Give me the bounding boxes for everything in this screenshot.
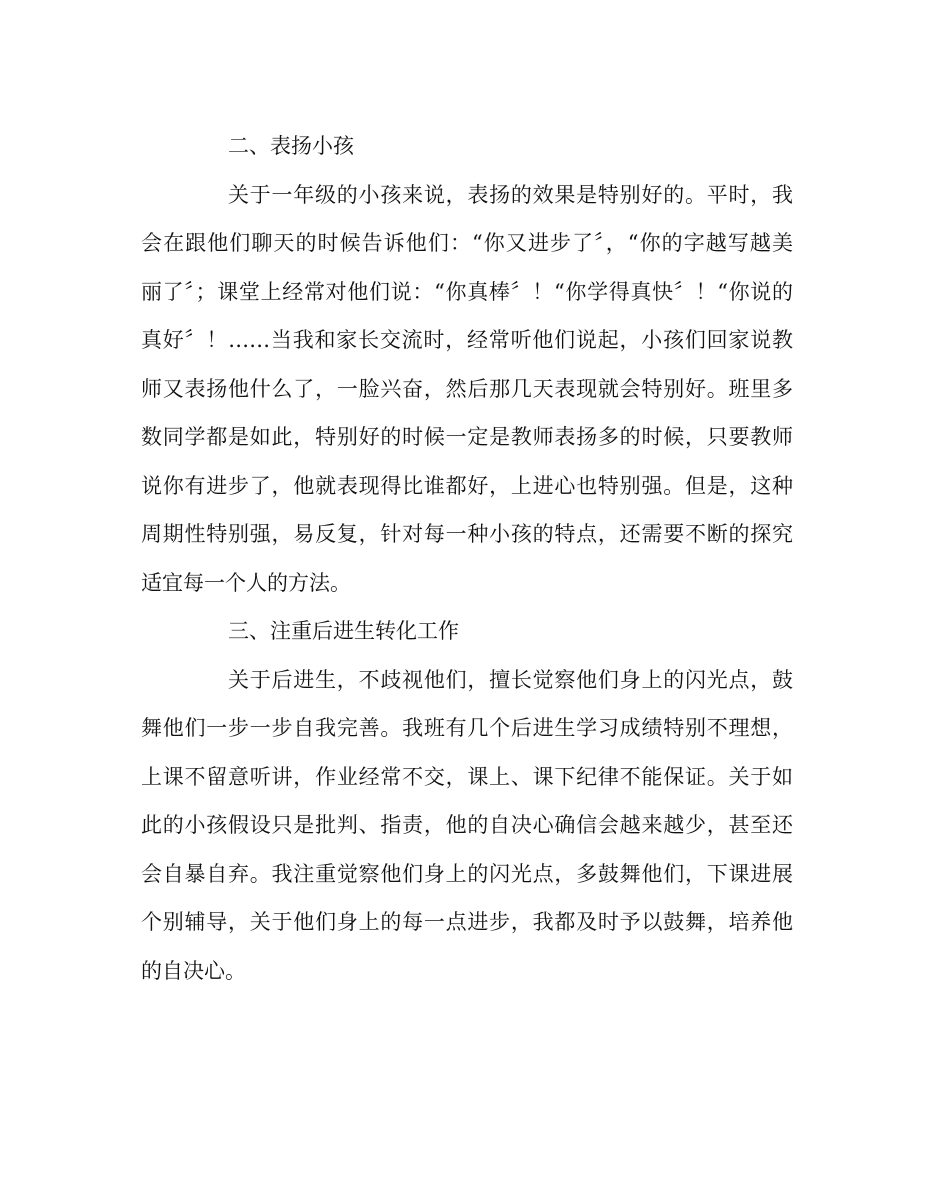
paragraph-line: 师又表扬他什么了，一脸兴奋，然后那几天表现就会特别好。班里多 [141,377,793,401]
paragraph-line: 关于后进生，不歧视他们，擅长觉察他们身上的闪光点，鼓 [228,668,793,692]
paragraph-line: 周期性特别强，易反复，针对每一种小孩的特点，还需要不断的探究 [141,522,793,546]
paragraph-line: 此的小孩假设只是批判、指责，他的自决心确信会越来越少，甚至还 [141,813,793,837]
paragraph-line: 说你有进步了，他就表现得比谁都好，上进心也特别强。但是，这种 [141,474,793,498]
paragraph-line: 个别辅导，关于他们身上的每一点进步，我都及时予以鼓舞，培养他 [141,910,793,934]
paragraph-line: 适宜每一个人的方法。 [141,571,351,595]
paragraph-line: 真好〞！……当我和家长交流时，经常听他们说起，小孩们回家说教 [141,328,793,352]
paragraph-line: 会自暴自弃。我注重觉察他们身上的闪光点，多鼓舞他们，下课进展 [141,862,793,886]
paragraph-line: 会在跟他们聊天的时候告诉他们：“你又进步了〞，“你的字越写越美 [141,231,793,255]
paragraph-line: 的自决心。 [141,959,246,983]
paragraph-line: 丽了〞；课堂上经常对他们说：“你真棒〞！“你学得真快〞！“你说的 [141,280,793,304]
paragraph-line: 数同学都是如此，特别好的时候一定是教师表扬多的时候，只要教师 [141,425,793,449]
paragraph-line: 关于一年级的小孩来说，表扬的效果是特别好的。平时，我 [228,183,793,207]
paragraph-line: 上课不留意听讲，作业经常不交，课上、课下纪律不能保证。关于如 [141,765,793,789]
paragraph-line: 舞他们一步一步自我完善。我班有几个后进生学习成绩特别不理想， [141,716,793,740]
section-heading: 三、注重后进生转化工作 [228,619,459,643]
section-heading: 二、表扬小孩 [228,134,354,158]
